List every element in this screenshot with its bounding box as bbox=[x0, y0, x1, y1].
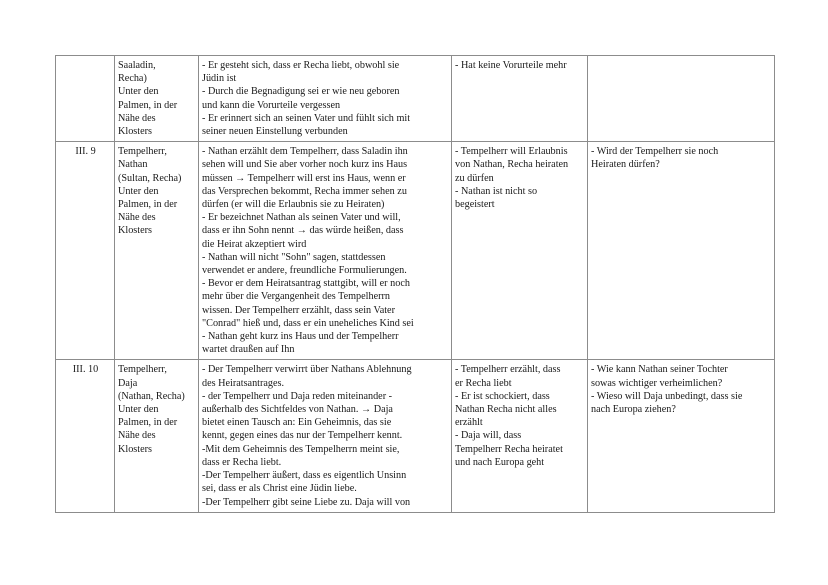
persons-line: Tempelherr, bbox=[118, 364, 167, 376]
persons-line: Unter den bbox=[118, 86, 159, 98]
characterization-cell bbox=[452, 360, 588, 513]
content-line: - der Tempelherr und Daja reden miteinander - bbox=[202, 390, 393, 402]
scene-table-body bbox=[56, 56, 775, 513]
content-line: -Der Tempelherr äußert, dass es eigentlich Unsinn bbox=[202, 470, 407, 482]
content-line: - Er gesteht sich, dass er Recha liebt, obwohl sie bbox=[202, 60, 400, 71]
scene-number: III. 10 bbox=[72, 364, 99, 376]
content-cell bbox=[199, 142, 452, 360]
questions-cell bbox=[588, 56, 775, 142]
persons-line: Unter den bbox=[118, 185, 159, 197]
characterization-line: - Tempelherr will Erlaubnis bbox=[455, 146, 568, 158]
content-line: die Heirat akzeptiert wird bbox=[202, 238, 307, 250]
questions-line: - Wieso will Daja unbedingt, dass sie bbox=[591, 390, 743, 402]
persons-line: Palmen, in der bbox=[118, 417, 178, 429]
questions-line: - Wird der Tempelherr sie noch bbox=[591, 146, 719, 158]
content-line: das Versprechen bekommt, Recha immer sehen zu bbox=[202, 185, 407, 197]
content-line: verwendet er andere, freundliche Formulierungen. bbox=[202, 265, 407, 277]
content-line: - Bevor er dem Heiratsantrag stattgibt, will er noch bbox=[202, 278, 410, 290]
content-line: - Er bezeichnet Nathan als seinen Vater und will, bbox=[202, 212, 401, 224]
content-line: seiner neuen Einstellung verbunden bbox=[202, 126, 348, 138]
characterization-line: er Recha liebt bbox=[455, 377, 512, 389]
content-line: dass er Recha liebt. bbox=[202, 456, 282, 468]
persons-line: Daja bbox=[118, 377, 138, 389]
persons-line: Palmen, in der bbox=[118, 199, 178, 211]
scene-cell bbox=[56, 56, 115, 142]
characterization-line: - Er ist schockiert, dass bbox=[455, 390, 550, 402]
questions-line: nach Europa ziehen? bbox=[591, 404, 676, 416]
content-line: und kann die Vorurteile vergessen bbox=[202, 99, 341, 111]
table-row bbox=[56, 142, 775, 360]
content-line: - Durch die Begnadigung sei er wie neu geboren bbox=[202, 86, 400, 98]
content-line: sehen will und Sie aber vorher noch kurz ins Haus bbox=[202, 159, 408, 171]
table-row bbox=[56, 56, 775, 142]
persons-cell bbox=[115, 360, 199, 513]
scene-number: III. 9 bbox=[75, 146, 96, 158]
characterization-line: Nathan Recha nicht alles bbox=[455, 404, 557, 416]
content-line: kennt, gegen eines das nur der Tempelherr kennt. bbox=[202, 430, 403, 442]
content-cell bbox=[199, 56, 452, 142]
content-line: wartet draußen auf Ihn bbox=[202, 344, 295, 356]
persons-cell bbox=[115, 56, 199, 142]
questions-line: - Wie kann Nathan seiner Tochter bbox=[591, 364, 728, 376]
characterization-line: und nach Europa geht bbox=[455, 456, 545, 468]
scene-cell bbox=[56, 142, 115, 360]
questions-line: Heiraten dürfen? bbox=[591, 159, 660, 171]
scene-cell bbox=[56, 360, 115, 513]
persons-cell bbox=[115, 142, 199, 360]
content-line: - Der Tempelherr verwirrt über Nathans Ablehnung bbox=[202, 364, 412, 376]
persons-line: Klosters bbox=[118, 443, 152, 455]
content-line: - Nathan geht kurz ins Haus und der Tempelherr bbox=[202, 331, 399, 343]
content-line: sei, dass er als Christ eine Jüdin liebe. bbox=[202, 483, 357, 495]
content-line: "Conrad" hieß und, dass er ein uneheliches Kind sei bbox=[202, 317, 414, 329]
characterization-line: - Tempelherr erzählt, dass bbox=[455, 364, 561, 376]
characterization-line: zu dürfen bbox=[455, 172, 494, 184]
persons-line: Palmen, in der bbox=[118, 99, 178, 111]
persons-line: Unter den bbox=[118, 404, 159, 416]
persons-line: Klosters bbox=[118, 126, 152, 138]
persons-line: Nathan bbox=[118, 159, 148, 171]
persons-line: Recha) bbox=[118, 73, 147, 85]
characterization-line: erzählt bbox=[455, 417, 483, 429]
content-line: dass er ihn Sohn nennt → das würde heißen, dass bbox=[202, 225, 404, 237]
persons-line: Saaladin, bbox=[118, 60, 156, 71]
persons-line: Nähe des bbox=[118, 430, 156, 442]
content-line: Jüdin ist bbox=[202, 73, 237, 85]
characterization-cell bbox=[452, 142, 588, 360]
content-line: müssen → Tempelherr will erst ins Haus, wenn er bbox=[202, 172, 406, 184]
characterization-cell bbox=[452, 56, 588, 142]
content-line: des Heiratsantrages. bbox=[202, 377, 285, 389]
content-line: - Nathan erzählt dem Tempelherr, dass Saladin ihn bbox=[202, 146, 408, 158]
questions-line: sowas wichtiger verheimlichen? bbox=[591, 377, 723, 389]
scene-table bbox=[55, 55, 775, 513]
persons-line: (Sultan, Recha) bbox=[118, 172, 182, 184]
persons-line: Klosters bbox=[118, 225, 152, 237]
content-line: außerhalb des Sichtfeldes von Nathan. → Daja bbox=[202, 404, 393, 416]
content-line: - Nathan will nicht "Sohn" sagen, stattdessen bbox=[202, 251, 386, 263]
content-cell bbox=[199, 360, 452, 513]
persons-line: Tempelherr, bbox=[118, 146, 167, 158]
questions-cell bbox=[588, 142, 775, 360]
characterization-line: - Nathan ist nicht so bbox=[455, 185, 538, 197]
content-line: dürfen (er will die Erlaubnis sie zu Heiraten) bbox=[202, 199, 385, 211]
content-line: wissen. Der Tempelherr erzählt, dass sein Vater bbox=[202, 304, 395, 316]
persons-line: Nähe des bbox=[118, 112, 156, 124]
content-line: -Mit dem Geheimnis des Tempelherrn meint sie, bbox=[202, 443, 400, 455]
characterization-line: begeistert bbox=[455, 199, 495, 211]
characterization-line: - Daja will, dass bbox=[455, 430, 522, 442]
content-line: mehr über die Vergangenheit des Tempelherrn bbox=[202, 291, 390, 303]
content-line: - Er erinnert sich an seinen Vater und fühlt sich mit bbox=[202, 112, 411, 124]
characterization-line: - Hat keine Vorurteile mehr bbox=[455, 60, 567, 71]
questions-cell bbox=[588, 360, 775, 513]
persons-line: Nähe des bbox=[118, 212, 156, 224]
persons-line: (Nathan, Recha) bbox=[118, 390, 185, 402]
characterization-line: Tempelherr Recha heiratet bbox=[455, 443, 563, 455]
characterization-line: von Nathan, Recha heiraten bbox=[455, 159, 569, 171]
content-line: bietet einen Tausch an: Ein Geheimnis, das sie bbox=[202, 417, 392, 429]
content-line: -Der Tempelherr gibt seine Liebe zu. Daja will von bbox=[202, 496, 411, 508]
table-row bbox=[56, 360, 775, 513]
